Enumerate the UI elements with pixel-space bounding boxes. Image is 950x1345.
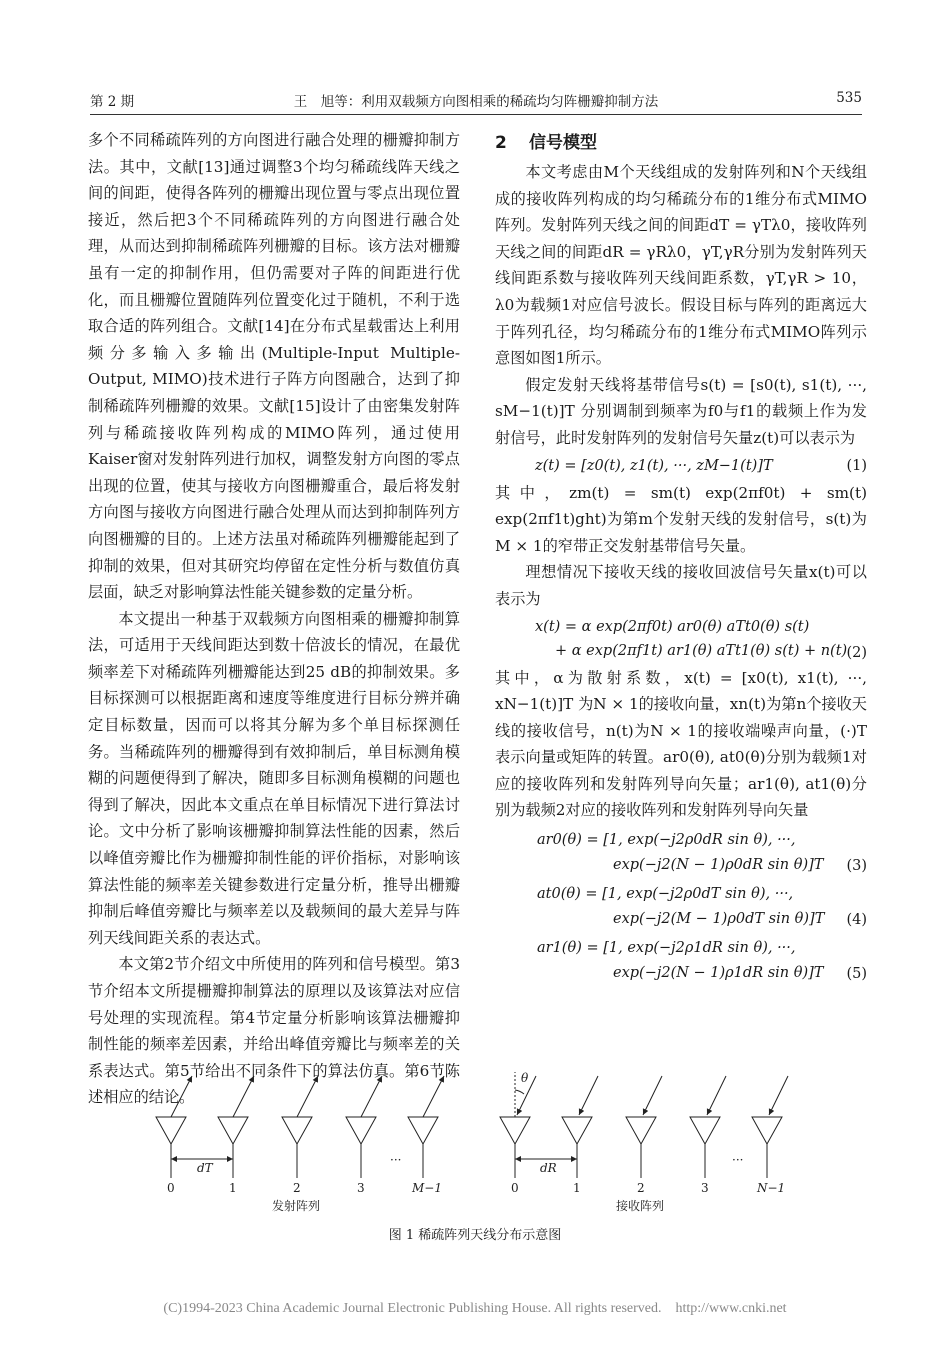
tx-array-label: 发射阵列 [272,1199,321,1213]
rx-index: 0 [511,1181,519,1195]
rx-antenna [500,1072,536,1178]
tx-antenna [156,1076,192,1178]
tx-antenna [218,1076,254,1178]
left-column [88,127,460,1111]
equation-4 [495,882,867,932]
page-header [90,90,862,112]
section-heading [495,127,867,159]
equation-1 [495,452,867,480]
running-title: 王 旭等：利用双载频方向图相乘的稀疏均匀阵栅瓣抑制方法 [293,94,659,110]
tx-antenna [408,1076,444,1178]
array-diagram [140,1062,820,1222]
rx-index: 1 [573,1181,581,1195]
tx-index: 0 [167,1181,175,1195]
tx-antenna [346,1076,382,1178]
theta-label: θ [521,1071,529,1085]
equation-body: at0(θ) = [1, exp(−j2ρ0dT sin θ), ···, [537,886,794,903]
copyright-footer: (C)1994-2023 China Academic Journal Electronic Publishing House. All rights reserved. http://www.cnki.net [163,1301,787,1316]
figure-caption: 图 1 稀疏阵列天线分布示意图 [388,1228,562,1243]
paragraph: 假定发射天线将基带信号s(t) = [s0(t), s1(t), ···, sM−1(t)]T 分别调制到频率为f0与f1的载频上作为发射信号，此时发射阵列的发射信号矢量z(t)可以表示为 [495,375,867,447]
issue-number: 第 2 期 [90,94,135,110]
rx-antenna [562,1076,598,1178]
equation-number: (5) [846,966,867,983]
paragraph: 其中，zm(t) = sm(t) exp(2πf0t) + sm(t) exp(2πf1t)ght)为第m个发射天线的发射信号，s(t)为M × 1的窄带正交发射基带信号矢量。 [495,483,867,555]
equation-number: (2) [846,644,867,661]
page-number: 535 [836,90,862,106]
equation-number: (3) [846,858,867,875]
tx-index: 2 [293,1181,301,1195]
rx-antenna [690,1076,726,1178]
equation-number: (1) [846,457,867,474]
equation-body-continued: exp(−j2(N − 1)ρ0dR sin θ)]T [613,857,824,874]
equation-number: (4) [846,912,867,929]
rx-antenna [626,1076,662,1178]
section-number: 2 [495,133,507,153]
right-column [495,127,867,986]
equation-body-continued: exp(−j2(M − 1)ρ0dT sin θ)]T [613,911,825,928]
paragraph: 本文第2节介绍文中所使用的阵列和信号模型。第3节介绍本文所提栅瓣抑制算法的原理以及该算法对应信号处理的实现流程。第4节定量分析影响该算法栅瓣抑制性能的频率差因素，并给出峰值旁瓣比与频率差的关系表达式。第5节给出不同条件下的算法仿真。第6节陈述相应的结论。 [88,955,460,1107]
rx-antenna [752,1076,788,1178]
equation-body: ar1(θ) = [1, exp(−j2ρ1dR sin θ), ···, [537,940,796,957]
rx-index: N−1 [757,1181,786,1195]
equation-body: z(t) = [z0(t), z1(t), ···, zM−1(t)]T [535,457,773,474]
equation-body-continued: exp(−j2(N − 1)ρ1dR sin θ)]T [613,965,824,982]
rx-ellipsis: ··· [732,1153,744,1167]
equation-5 [495,936,867,986]
dR-label: dR [540,1161,557,1175]
rx-index: 2 [637,1181,645,1195]
equation-2 [495,613,867,665]
tx-index: 3 [357,1181,365,1195]
paragraph: 本文考虑由M个天线组成的发射阵列和N个天线组成的接收阵列构成的均匀稀疏分布的1维分布式MIMO阵列。发射阵列天线之间的间距dT = γTλ0，接收阵列天线之间的间距dR = γRλ0，γT,γR分别为发射阵列天线间距系数与接收阵列天线间距系数，γT,γR > 10，λ0为载频1对应信号波长。假设目标与阵列的距离远大于阵列孔径，均匀稀疏分布的1维分布式MIMO阵列示意图如图1所示。 [495,163,867,368]
rx-index: 3 [701,1181,709,1195]
paragraph: 多个不同稀疏阵列的方向图进行融合处理的栅瓣抑制方法。其中，文献[13]通过调整3个均匀稀疏线阵天线之间的间距，使得各阵列的栅瓣出现位置与零点出现位置接近，然后把3个不同稀疏阵列的方向图进行融合处理，从而达到抑制稀疏阵列栅瓣的目标。该方法对栅瓣虽有一定的抑制作用，但仍需要对子阵的间距进行优化，而且栅瓣位置随阵列位置变化过于随机，不利于选取合适的阵列组合。文献[14]在分布式星载雷达上利用频分多输入多输出(Multiple-Input Multiple-Output, MIMO)技术进行子阵方向图融合，达到了抑制稀疏阵列栅瓣的效果。文献[15]设计了由密集发射阵列与稀疏接收阵列构成的MIMO阵列，通过使用Kaiser窗对发射阵列进行加权，调整发射方向图的零点出现的位置，使其与接收方向图栅瓣重合，最后将发射方向图与接收方向图进行融合处理从而达到抑制阵列方向图栅瓣的目的。上述方法虽对稀疏阵列栅瓣能起到了抑制的效果，但对其研究均停留在定性分析与数值仿真层面，缺乏对影响算法性能关键参数的定量分析。 [88,131,460,602]
dT-label: dT [197,1161,213,1175]
equation-body: ar0(θ) = [1, exp(−j2ρ0dR sin θ), ···, [537,832,796,849]
paragraph: 其中，α为散射系数，x(t) = [x0(t), x1(t), ···, xN−1(t)]T 为N × 1的接收向量，xn(t)为第n个接收天线的接收信号，n(t)为N × 1的接收端噪声向量，(·)T表示向量或矩阵的转置。ar0(θ), at0(θ)分别为载频1对应的接收阵列和发射阵列导向矢量；ar1(θ), at1(θ)分别为载频2对应的接收阵列和发射阵列导向矢量 [495,668,867,820]
tx-ellipsis: ··· [390,1153,402,1167]
section-title: 信号模型 [529,133,597,153]
tx-antenna [282,1076,318,1178]
tx-index: 1 [229,1181,237,1195]
header-rule [90,114,862,115]
equation-body-continued: + α exp(2πf1t) ar1(θ) aTt1(θ) s(t) + n(t) [555,642,848,659]
equation-body: x(t) = α exp(2πf0t) ar0(θ) aTt0(θ) s(t) [535,618,810,635]
equation-3 [495,828,867,878]
paragraph: 本文提出一种基于双载频方向图相乘的栅瓣抑制算法，可适用于天线间距达到数十倍波长的情况，在最优频率差下对稀疏阵列栅瓣能达到25 dB的抑制效果。多目标探测可以根据距离和速度等维度进行目标分辨并确定目标数量，因而可以将其分解为多个单目标探测任务。当稀疏阵列的栅瓣得到有效抑制后，单目标测角模糊的问题便得到了解决，随即多目标测角模糊的问题也得到了解决，因此本文重点在单目标情况下进行算法讨论。文中分析了影响该栅瓣抑制算法性能的因素，然后以峰值旁瓣比作为栅瓣抑制性能的评价指标，对影响该算法性能的频率差关键参数进行定量分析，推导出栅瓣抑制后峰值旁瓣比与频率差以及载频间的最大差异与阵列天线间距关系的表达式。 [88,609,460,947]
paragraph: 理想情况下接收天线的接收回波信号矢量x(t)可以表示为 [495,563,867,608]
rx-array-label: 接收阵列 [616,1199,665,1213]
tx-index: M−1 [412,1181,442,1195]
